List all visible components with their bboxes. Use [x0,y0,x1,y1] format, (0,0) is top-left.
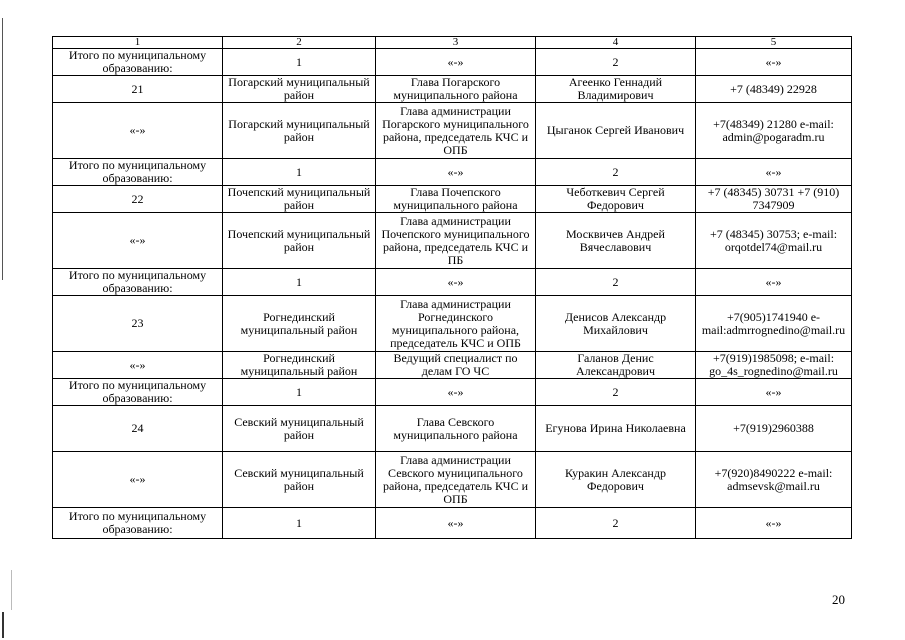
position-cell: Ведущий специалист по делам ГО ЧС [376,352,536,379]
scan-edge-mark [2,18,3,280]
contact-cell: +7(920)8490222 e-mail: admsevsk@mail.ru [696,452,852,508]
position-cell: «-» [376,508,536,539]
table-body [53,37,852,539]
district-cell: Рогнединский муниципальный район [223,296,376,352]
position-cell: Глава администрации Севского муниципального района, председатель КЧС и ОПБ [376,452,536,508]
person-cell: Куракин Александр Федорович [536,452,696,508]
number-cell: Итого по муниципальному образованию: [53,159,223,186]
total-row [53,269,852,296]
number-cell: Итого по муниципальному образованию: [53,379,223,406]
header-cell: 2 [223,37,376,49]
contact-cell: +7(905)1741940 e-mail:admrrognedino@mail.ru [696,296,852,352]
district-cell: 1 [223,159,376,186]
person-cell: Егунова Ирина Николаевна [536,406,696,452]
total-row [53,49,852,76]
person-cell: 2 [536,379,696,406]
scan-edge-mark [11,570,12,610]
contact-cell: +7(919)1985098; e-mail: go_4s_rognedino@mail.ru [696,352,852,379]
position-cell: «-» [376,379,536,406]
person-cell: Агеенко Геннадий Владимирович [536,76,696,103]
number-cell: Итого по муниципальному образованию: [53,269,223,296]
position-cell: Глава администрации Погарского муниципального района, председатель КЧС и ОПБ [376,103,536,159]
table-row [53,352,852,379]
table-row [53,452,852,508]
position-cell: Глава Погарского муниципального района [376,76,536,103]
contacts-table [52,36,852,539]
person-cell: 2 [536,159,696,186]
contact-cell: «-» [696,508,852,539]
district-cell: Погарский муниципальный район [223,76,376,103]
person-cell: Чеботкевич Сергей Федорович [536,186,696,213]
table-row [53,213,852,269]
number-cell: 22 [53,186,223,213]
person-cell: 2 [536,49,696,76]
person-cell: 2 [536,508,696,539]
number-cell: Итого по муниципальному образованию: [53,49,223,76]
position-cell: Глава Севского муниципального района [376,406,536,452]
contact-cell: +7 (48349) 22928 [696,76,852,103]
number-cell: 24 [53,406,223,452]
contact-cell: +7 (48345) 30731 +7 (910) 7347909 [696,186,852,213]
total-row [53,379,852,406]
position-cell: Глава администрации Почепского муниципального района, председатель КЧС и ПБ [376,213,536,269]
page-number: 20 [832,592,845,607]
district-cell: Почепский муниципальный район [223,186,376,213]
contact-cell: +7 (48345) 30753; e-mail: orqotdel74@mail.ru [696,213,852,269]
table-row [53,296,852,352]
number-cell: Итого по муниципальному образованию: [53,508,223,539]
district-cell: Погарский муниципальный район [223,103,376,159]
number-cell: «-» [53,213,223,269]
person-cell: 2 [536,269,696,296]
header-cell: 3 [376,37,536,49]
header-cell: 5 [696,37,852,49]
district-cell: 1 [223,49,376,76]
district-cell: 1 [223,508,376,539]
person-cell: Денисов Александр Михайлович [536,296,696,352]
table-header-row [53,37,852,49]
position-cell: «-» [376,269,536,296]
position-cell: «-» [376,49,536,76]
header-cell: 1 [53,37,223,49]
contact-cell: +7(919)2960388 [696,406,852,452]
number-cell: «-» [53,452,223,508]
table-row [53,103,852,159]
number-cell: «-» [53,352,223,379]
district-cell: Севский муниципальный район [223,406,376,452]
district-cell: 1 [223,379,376,406]
table-row [53,186,852,213]
person-cell: Цыганок Сергей Иванович [536,103,696,159]
table-row [53,406,852,452]
total-row [53,508,852,539]
contact-cell: +7(48349) 21280 e-mail: admin@pogaradm.ru [696,103,852,159]
district-cell: Севский муниципальный район [223,452,376,508]
person-cell: Москвичев Андрей Вячеславович [536,213,696,269]
number-cell: «-» [53,103,223,159]
contact-cell: «-» [696,269,852,296]
position-cell: Глава Почепского муниципального района [376,186,536,213]
contact-cell: «-» [696,159,852,186]
header-cell: 4 [536,37,696,49]
contact-cell: «-» [696,49,852,76]
total-row [53,159,852,186]
position-cell: Глава администрации Рогнединского муниципального района, председатель КЧС и ОПБ [376,296,536,352]
number-cell: 23 [53,296,223,352]
district-cell: 1 [223,269,376,296]
position-cell: «-» [376,159,536,186]
contact-cell: «-» [696,379,852,406]
district-cell: Почепский муниципальный район [223,213,376,269]
number-cell: 21 [53,76,223,103]
district-cell: Рогнединский муниципальный район [223,352,376,379]
person-cell: Галанов Денис Александрович [536,352,696,379]
scan-edge-mark [2,612,4,638]
table-row [53,76,852,103]
